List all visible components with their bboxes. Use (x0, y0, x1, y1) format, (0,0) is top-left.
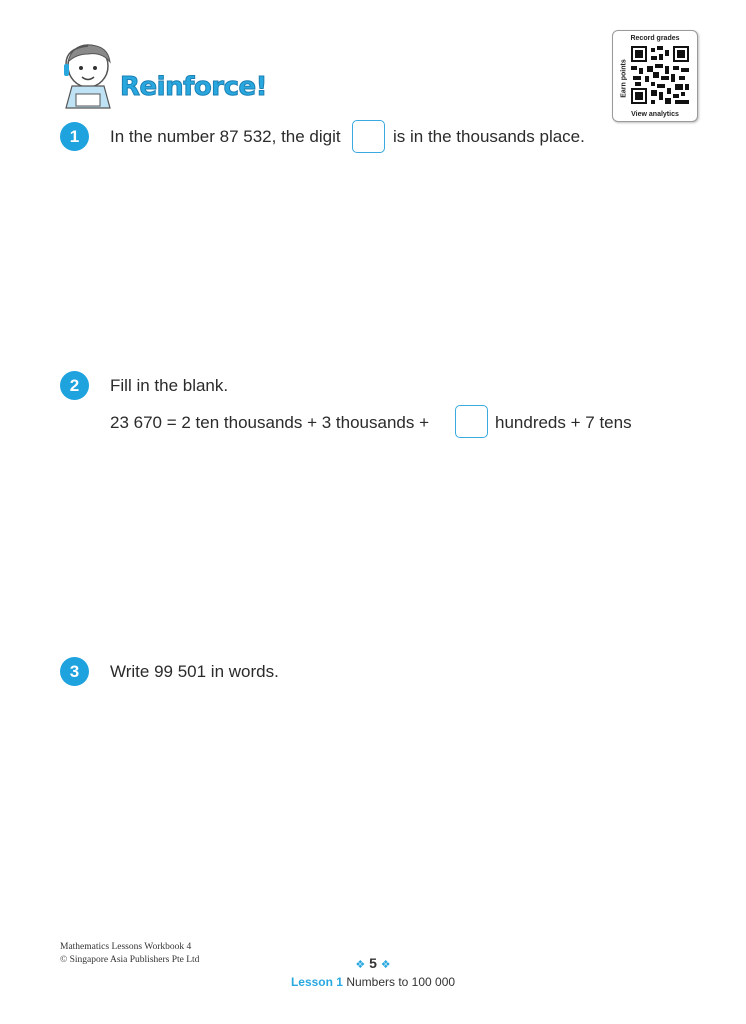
question-2-text-before: 23 670 = 2 ten thousands + 3 thousands + (110, 413, 430, 432)
answer-box-2[interactable] (455, 405, 488, 438)
page-number-line (0, 955, 746, 971)
question-1-text-before: In the number 87 532, the digit (110, 127, 341, 146)
qr-code-icon (631, 46, 689, 104)
qr-side-label: Earn points (620, 59, 628, 98)
question-number: 1 (60, 122, 89, 151)
book-title: Mathematics Lessons Workbook 4 (60, 942, 192, 952)
copyright: © Singapore Asia Publishers Pte Ltd (60, 955, 200, 965)
question-number: 3 (60, 657, 89, 686)
lesson-line (0, 975, 746, 989)
qr-bottom-label: View analytics (631, 111, 679, 118)
lesson-title: Numbers to 100 000 (346, 975, 456, 989)
question-number: 2 (60, 371, 89, 400)
question-2-instruction: Fill in the blank. (110, 376, 229, 395)
lesson-label: Lesson 1 (290, 975, 343, 989)
question-3-text: Write 99 501 in words. (110, 662, 279, 681)
question-1-text-after: is in the thousands place. (393, 127, 585, 146)
page-number: 5 (369, 955, 377, 971)
section-title: Reinforce! (120, 72, 267, 102)
question-2-text-after: hundreds + 7 tens (495, 413, 632, 432)
mascot-illustration (58, 40, 120, 112)
qr-card[interactable] (612, 30, 698, 122)
diamond-icon: ❖ (355, 959, 366, 971)
diamond-icon: ❖ (380, 959, 391, 971)
answer-box-1[interactable] (352, 120, 385, 153)
qr-top-label: Record grades (630, 35, 680, 42)
